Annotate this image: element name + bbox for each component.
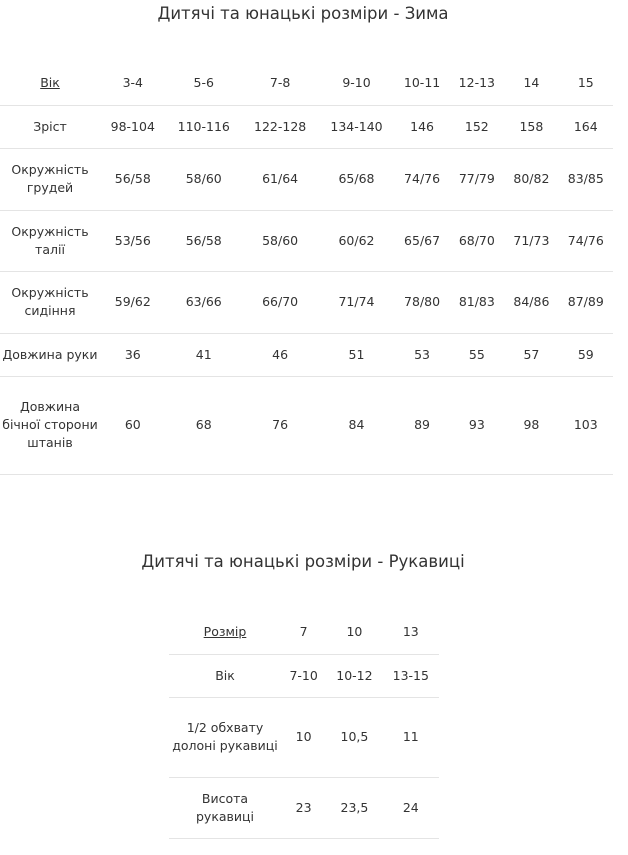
table-cell: 146: [410, 118, 434, 134]
table-cell: 11: [402, 729, 419, 744]
table-cell: 83/85: [567, 171, 604, 186]
table-cell: 41: [195, 346, 212, 362]
header-cell: 5-6: [193, 75, 214, 91]
table-header-row: [169, 611, 439, 654]
row-label: Висота рукавиці: [195, 790, 254, 824]
table-cell: 7-10: [289, 667, 318, 683]
table-cell: 53: [414, 346, 431, 362]
table-cell: 10: [295, 729, 312, 744]
table-cell: 74/76: [567, 232, 604, 248]
table-cell: 55: [468, 346, 485, 362]
table-cell: 66/70: [262, 294, 299, 309]
table-cell: 103: [573, 417, 598, 432]
header-cell: 10-11: [403, 75, 441, 91]
table-cell: 80/82: [513, 171, 550, 186]
table-row: [169, 777, 439, 838]
table-row: [0, 105, 613, 148]
header-cell: 13: [402, 624, 419, 640]
row-label: 1/2 обхвату долоні рукавиці: [172, 720, 278, 753]
mittens-table-title: Дитячі та юнацькі розміри - Рукавиці: [141, 552, 465, 571]
table-cell: 53/56: [114, 232, 151, 248]
table-cell: 60: [124, 417, 141, 432]
table-cell: 68: [195, 417, 212, 432]
table-cell: 65/68: [338, 171, 375, 186]
table-cell: 60/62: [338, 232, 375, 248]
table-cell: 164: [573, 118, 598, 134]
row-label: Окружність грудей: [11, 162, 89, 195]
row-label: Довжина руки: [2, 346, 98, 362]
table-cell: 77/79: [458, 171, 495, 186]
table-cell: 56/58: [114, 171, 151, 186]
table-cell: 87/89: [567, 294, 604, 309]
header-cell: 12-13: [458, 75, 495, 91]
table-cell: 46: [272, 346, 289, 362]
table-row: [169, 654, 439, 697]
table-cell: 57: [523, 346, 540, 362]
table-row: [0, 210, 613, 271]
table-cell: 10-12: [336, 667, 373, 683]
table-row: [0, 376, 613, 474]
table-row: [169, 697, 439, 777]
table-cell: 134-140: [330, 118, 383, 134]
table-cell: 59: [577, 346, 594, 362]
table-cell: 84: [348, 417, 365, 432]
table-row: [0, 148, 613, 210]
header-cell: 9-10: [342, 75, 371, 91]
header-link-age[interactable]: Вік: [40, 75, 60, 91]
table-cell: 78/80: [404, 294, 441, 309]
row-label: Вік: [215, 667, 235, 683]
table-cell: 84/86: [513, 294, 550, 309]
table-cell: 23,5: [340, 799, 369, 815]
table-cell: 36: [124, 346, 141, 362]
table-cell: 65/67: [404, 232, 441, 248]
mittens-size-table: [169, 611, 439, 839]
table-cell: 93: [468, 417, 485, 432]
table-row: [0, 271, 613, 333]
row-label: Окружність сидіння: [11, 285, 89, 318]
table-cell: 122-128: [254, 118, 307, 134]
table-row: [0, 333, 613, 376]
table-cell: 81/83: [458, 294, 495, 309]
table-cell: 158: [519, 118, 544, 134]
table-cell: 71/74: [338, 294, 375, 309]
table-header-row: [0, 62, 613, 105]
table-cell: 58/60: [185, 171, 222, 186]
table-cell: 110-116: [177, 118, 230, 134]
table-cell: 51: [348, 346, 365, 362]
table-cell: 56/58: [185, 232, 222, 248]
table-cell: 89: [414, 417, 431, 432]
header-cell: 10: [346, 624, 363, 640]
table-cell: 61/64: [262, 171, 299, 186]
header-cell[interactable]: [169, 611, 281, 654]
table-cell: 71/73: [513, 232, 550, 248]
header-cell[interactable]: [0, 62, 100, 105]
winter-size-table: [0, 62, 613, 475]
table-cell: 68/70: [458, 232, 495, 248]
table-cell: 76: [272, 417, 289, 432]
header-cell: 7-8: [269, 75, 291, 91]
table-cell: 74/76: [404, 171, 441, 186]
table-cell: 59/62: [114, 294, 151, 309]
header-link-size[interactable]: Розмір: [203, 624, 247, 640]
table-cell: 98: [523, 417, 540, 432]
header-cell: 3-4: [122, 75, 143, 91]
header-cell: 14: [523, 75, 540, 91]
table-cell: 63/66: [185, 294, 222, 309]
table-cell: 152: [464, 118, 489, 134]
table-cell: 98-104: [110, 118, 155, 134]
table-cell: 58/60: [262, 232, 299, 248]
header-cell: 7: [299, 624, 308, 640]
header-cell: 15: [577, 75, 594, 91]
row-label: Довжина бічної сторони штанів: [2, 399, 98, 450]
table-cell: 10,5: [340, 729, 369, 744]
winter-table-title: Дитячі та юнацькі розміри - Зима: [157, 4, 449, 23]
table-cell: 13-15: [392, 667, 429, 683]
row-label: Зріст: [33, 118, 67, 134]
row-label: Окружність талії: [11, 223, 89, 257]
table-cell: 23: [295, 799, 312, 815]
table-cell: 24: [402, 799, 419, 815]
